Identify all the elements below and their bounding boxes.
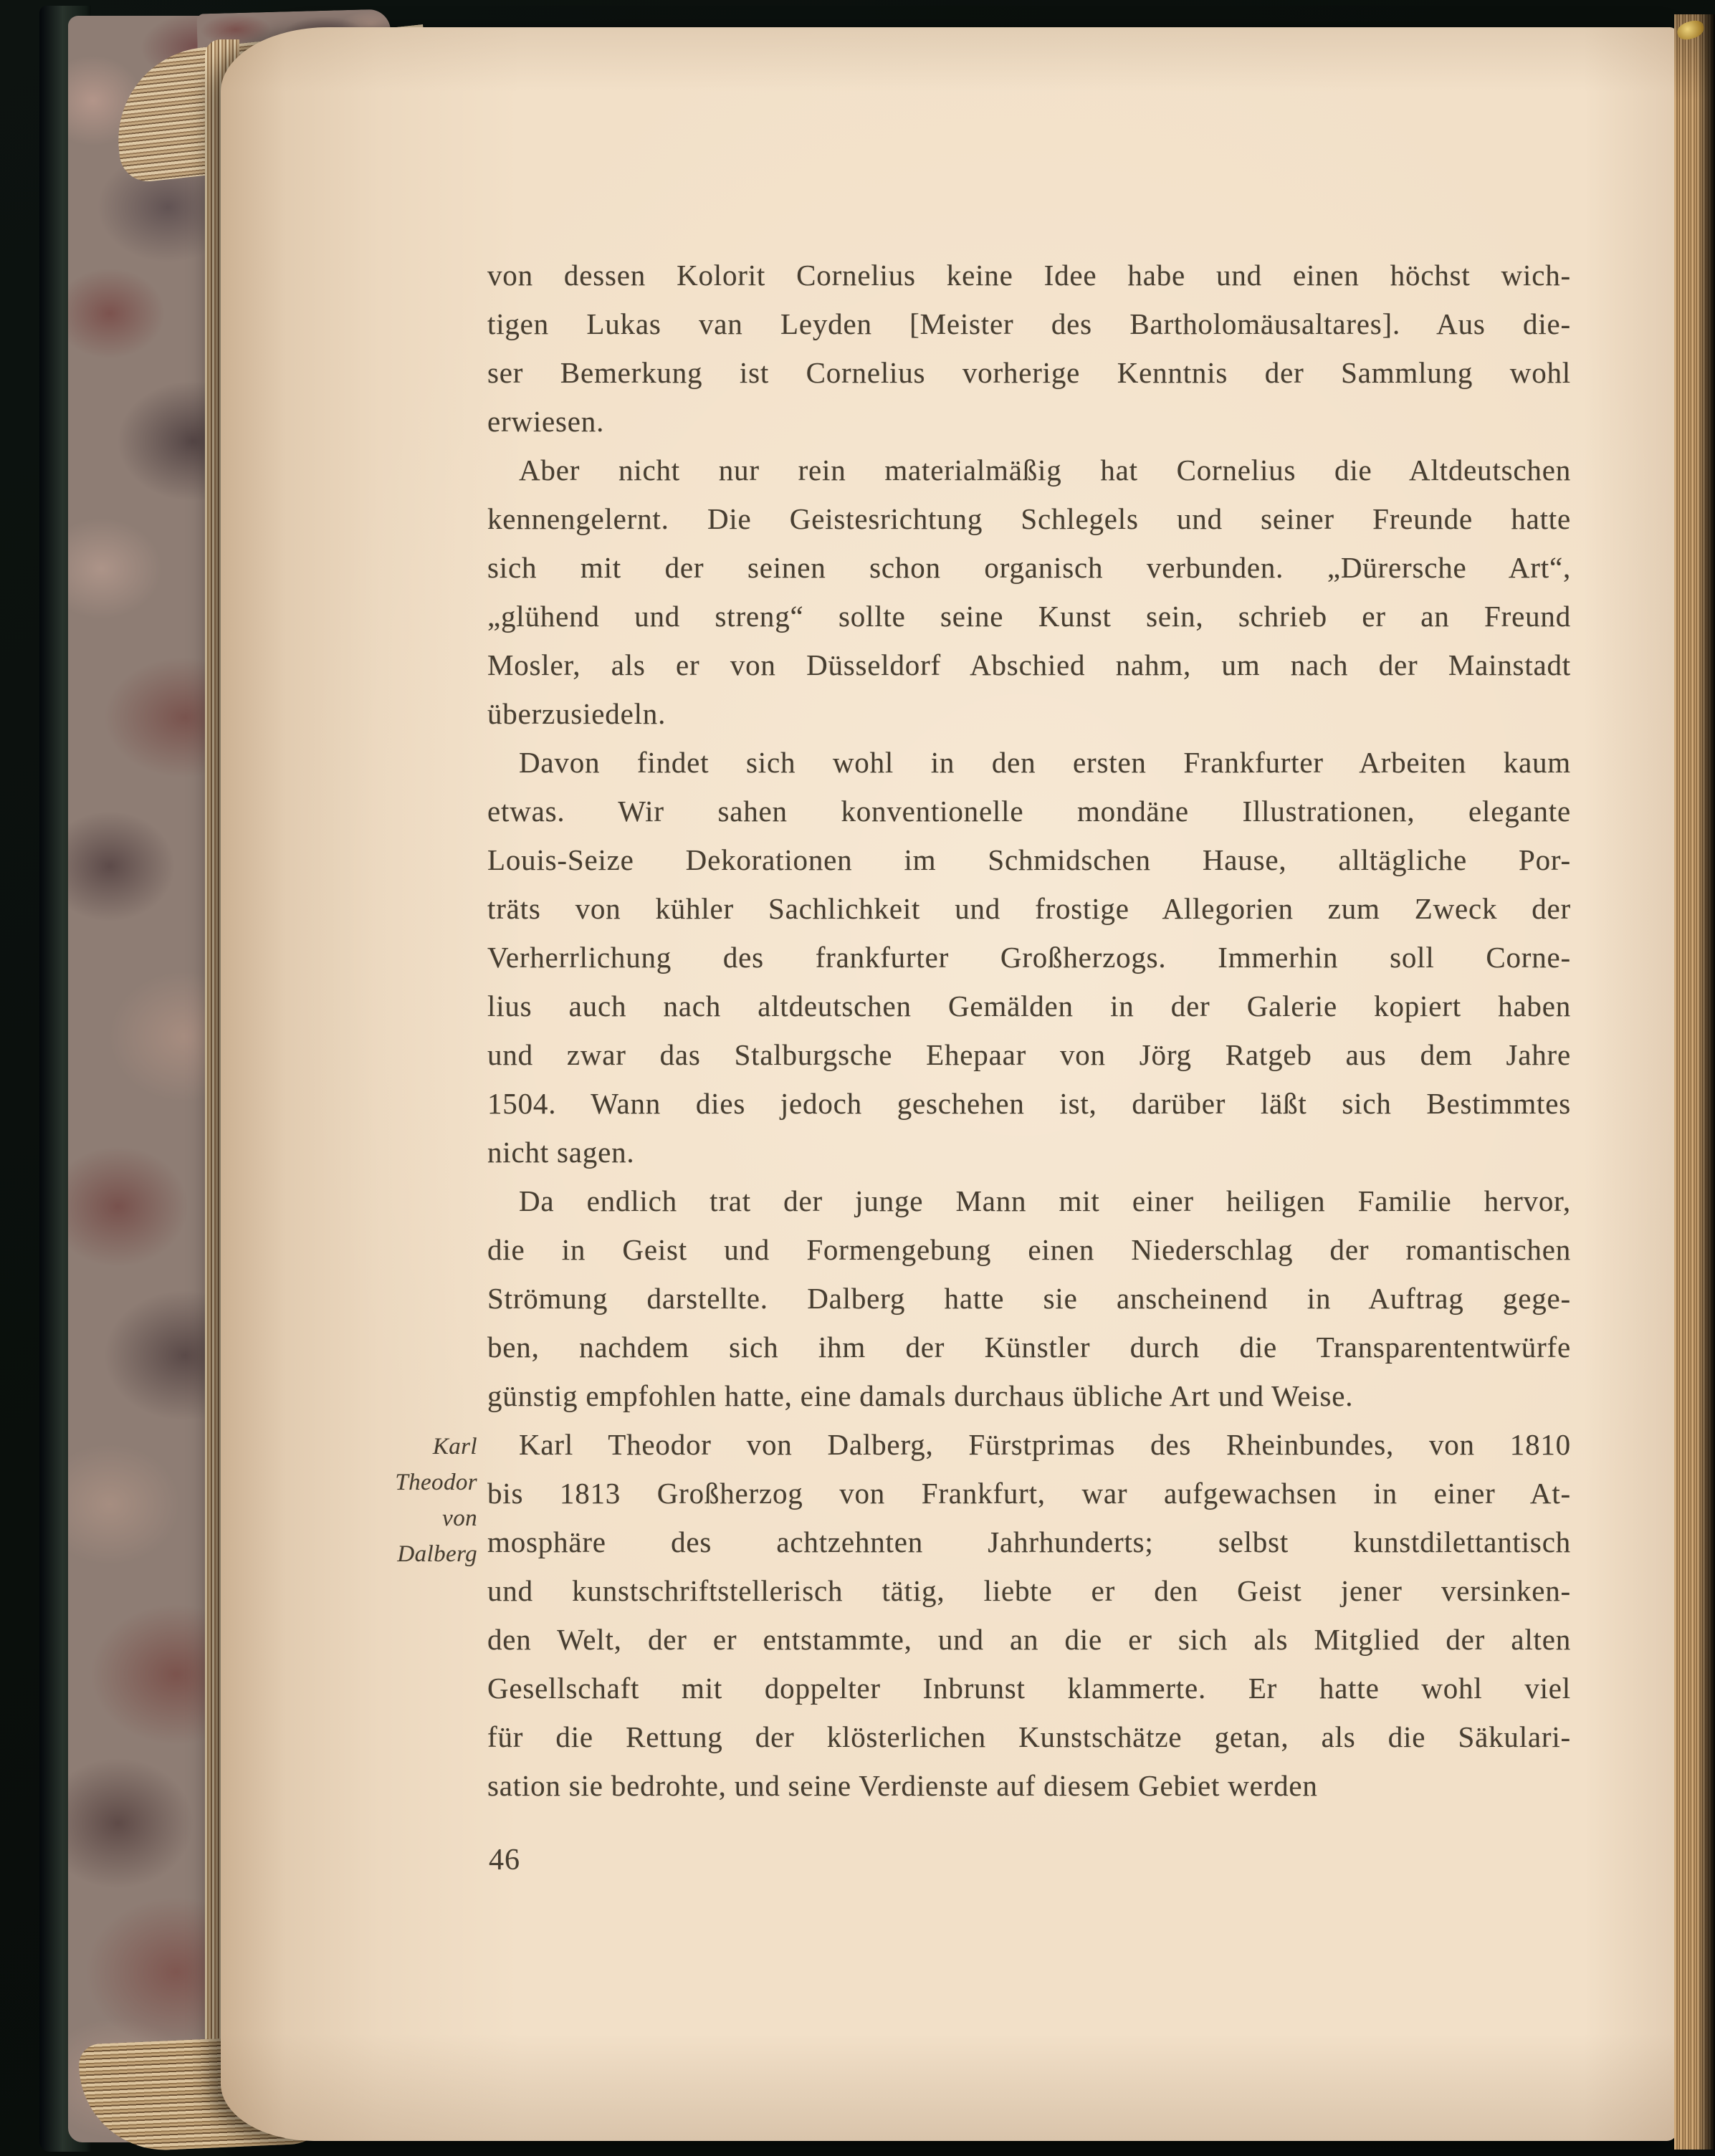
text-line: Verherrlichung des frankfurter Großherzogs. Immerhin soll Corne- [487, 941, 1571, 974]
text-line: etwas. Wir sahen konventionelle mondäne Illustrationen, elegante [487, 795, 1571, 828]
margin-note-line: von [442, 1505, 477, 1531]
page-number: 46 [489, 1844, 520, 1877]
text-line: für die Rettung der klösterlichen Kunstschätze getan, als die Säkulari- [487, 1720, 1571, 1753]
text-line: erwiesen. [487, 405, 605, 438]
text-line: mosphäre des achtzehnten Jahrhunderts; selbst kunstdilettantisch [487, 1525, 1571, 1558]
margin-note-line: Theodor [395, 1470, 477, 1495]
text-line: und kunstschriftstellerisch tätig, liebte er den Geist jener versinken- [487, 1574, 1571, 1607]
text-line: Da endlich trat der junge Mann mit einer heiligen Familie hervor, [519, 1184, 1571, 1217]
text-line: bis 1813 Großherzog von Frankfurt, war aufgewachsen in einer At- [487, 1477, 1571, 1510]
text-line: überzusiedeln. [487, 697, 667, 730]
text-line: Gesellschaft mit doppelter Inbrunst klammerte. Er hatte wohl viel [487, 1672, 1571, 1705]
text-line: sich mit der seinen schon organisch verbunden. „Dürersche Art“, [487, 551, 1571, 584]
paragraph [487, 446, 1571, 738]
fore-edge-pages [1674, 14, 1715, 2150]
text-line: Aber nicht nur rein materialmäßig hat Cornelius die Altdeutschen [519, 454, 1571, 487]
text-block [487, 251, 1571, 1810]
paragraph [487, 1420, 1571, 1810]
text-line: die in Geist und Formengebung einen Niederschlag der romantischen [487, 1233, 1571, 1266]
text-line: ben, nachdem sich ihm der Künstler durch die Transparententwürfe [487, 1331, 1571, 1364]
text-line: kennengelernt. Die Geistesrichtung Schlegels und seiner Freunde hatte [487, 502, 1571, 535]
text-line: Davon findet sich wohl in den ersten Frankfurter Arbeiten kaum [519, 746, 1571, 779]
text-line: günstig empfohlen hatte, eine damals durchaus übliche Art und Weise. [487, 1379, 1354, 1412]
paragraph-container [487, 251, 1571, 1810]
text-line: sation sie bedrohte, und seine Verdienste auf diesem Gebiet werden [487, 1769, 1318, 1802]
text-line: den Welt, der er entstammte, und an die er sich als Mitglied der alten [487, 1623, 1571, 1656]
paragraph [487, 738, 1571, 1177]
text-line: „glühend und streng“ sollte seine Kunst sein, schrieb er an Freund [487, 600, 1571, 633]
text-line: Mosler, als er von Düsseldorf Abschied nahm, um nach der Mainstadt [487, 648, 1571, 681]
text-line: tigen Lukas van Leyden [Meister des Bartholomäusaltares]. Aus die- [487, 307, 1571, 340]
text-line: träts von kühler Sachlichkeit und frostige Allegorien zum Zweck der [487, 892, 1571, 925]
text-line: ser Bemerkung ist Cornelius vorherige Kenntnis der Sammlung wohl [487, 356, 1571, 389]
text-line: lius auch nach altdeutschen Gemälden in der Galerie kopiert haben [487, 990, 1571, 1022]
text-line: nicht sagen. [487, 1136, 635, 1169]
paragraph [487, 251, 1571, 446]
margin-note-line: Karl [432, 1434, 477, 1460]
text-line: Strömung darstellte. Dalberg hatte sie anscheinend in Auftrag gege- [487, 1282, 1571, 1315]
text-line: von dessen Kolorit Cornelius keine Idee habe und einen höchst wich- [487, 259, 1571, 292]
margin-note-line: Dalberg [397, 1541, 477, 1567]
text-line: Karl Theodor von Dalberg, Fürstprimas des Rheinbundes, von 1810 [519, 1428, 1571, 1461]
paragraph [487, 1177, 1571, 1420]
text-line: Louis-Seize Dekorationen im Schmidschen Hause, alltägliche Por- [487, 843, 1571, 876]
text-line: 1504. Wann dies jedoch geschehen ist, darüber läßt sich Bestimmtes [487, 1087, 1571, 1120]
margin-note [324, 1429, 477, 1572]
text-line: und zwar das Stalburgsche Ehepaar von Jörg Ratgeb aus dem Jahre [487, 1038, 1571, 1071]
